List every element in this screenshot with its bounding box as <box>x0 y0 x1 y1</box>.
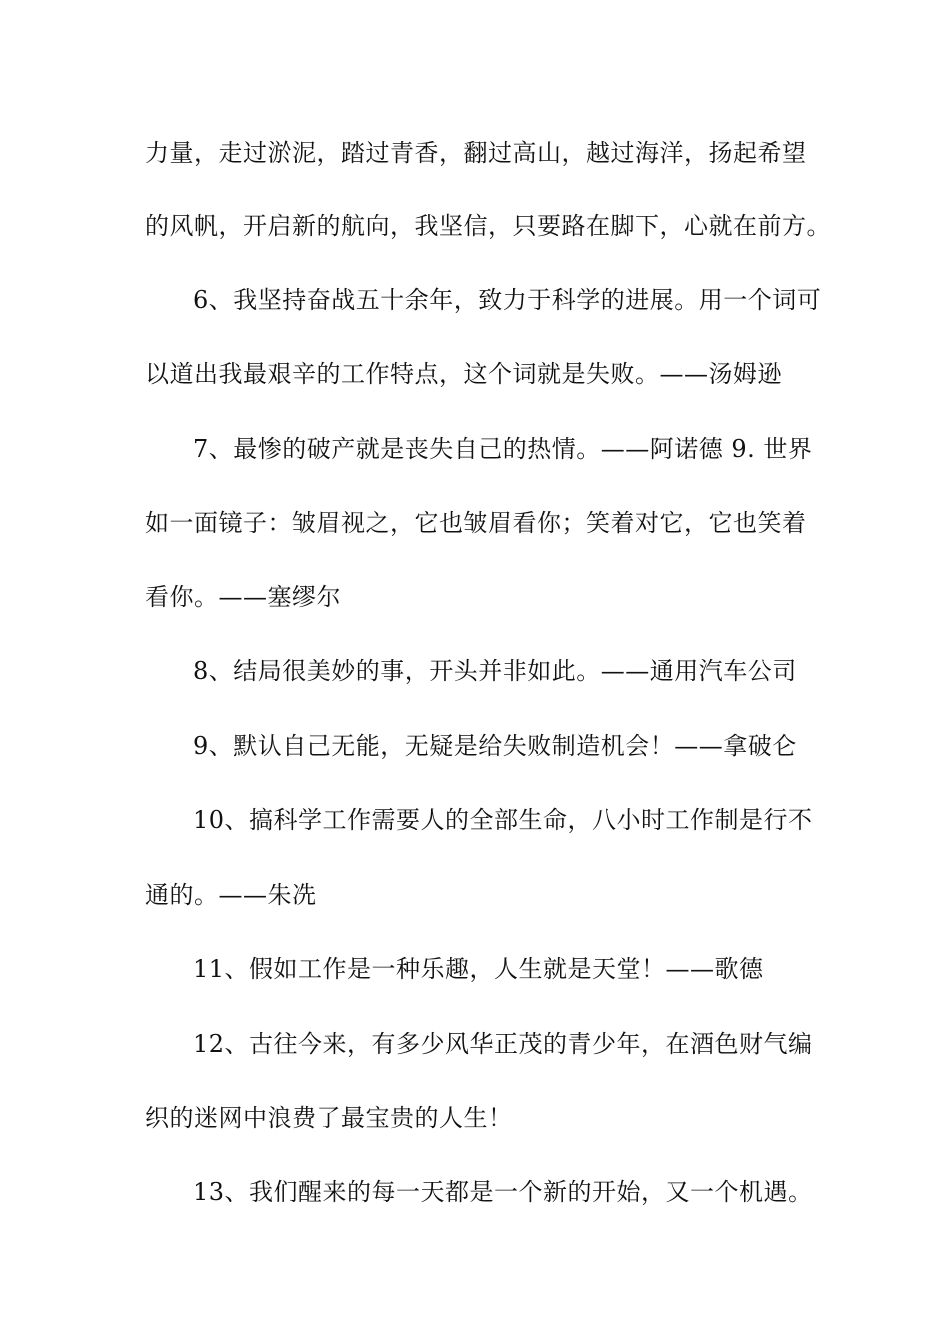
quote-6-line: 6、我坚持奋战五十余年，致力于科学的进展。用一个词可 <box>193 286 822 314</box>
text-line: 看你。——塞缪尔 <box>145 583 341 611</box>
quote-8-line: 8、结局很美妙的事，开头并非如此。——通用汽车公司 <box>193 657 797 685</box>
text-line: 通的。——朱冼 <box>145 881 317 909</box>
quote-11-line: 11、假如工作是一种乐趣，人生就是天堂！——歌德 <box>193 955 764 983</box>
text-line: 力量，走过淤泥，踏过青香，翻过高山，越过海洋，扬起希望 <box>145 139 807 167</box>
text-line: 的风帆，开启新的航向，我坚信，只要路在脚下，心就在前方。 <box>145 212 831 240</box>
quote-12-line: 12、古往今来，有多少风华正茂的青少年，在酒色财气编 <box>193 1030 813 1058</box>
quote-13-line: 13、我们醒来的每一天都是一个新的开始，又一个机遇。 <box>193 1178 813 1206</box>
quote-7-line: 7、最惨的破产就是丧失自己的热情。——阿诺德 9. 世界 <box>193 435 813 463</box>
text-line: 以道出我最艰辛的工作特点，这个词就是失败。——汤姆逊 <box>145 360 782 388</box>
quote-9-line: 9、默认自己无能，无疑是给失败制造机会！——拿破仑 <box>193 732 797 760</box>
text-line: 如一面镜子：皱眉视之，它也皱眉看你；笑着对它，它也笑着 <box>145 509 807 537</box>
quote-10-line: 10、搞科学工作需要人的全部生命，八小时工作制是行不 <box>193 806 813 834</box>
text-line: 织的迷网中浪费了最宝贵的人生！ <box>145 1104 513 1132</box>
